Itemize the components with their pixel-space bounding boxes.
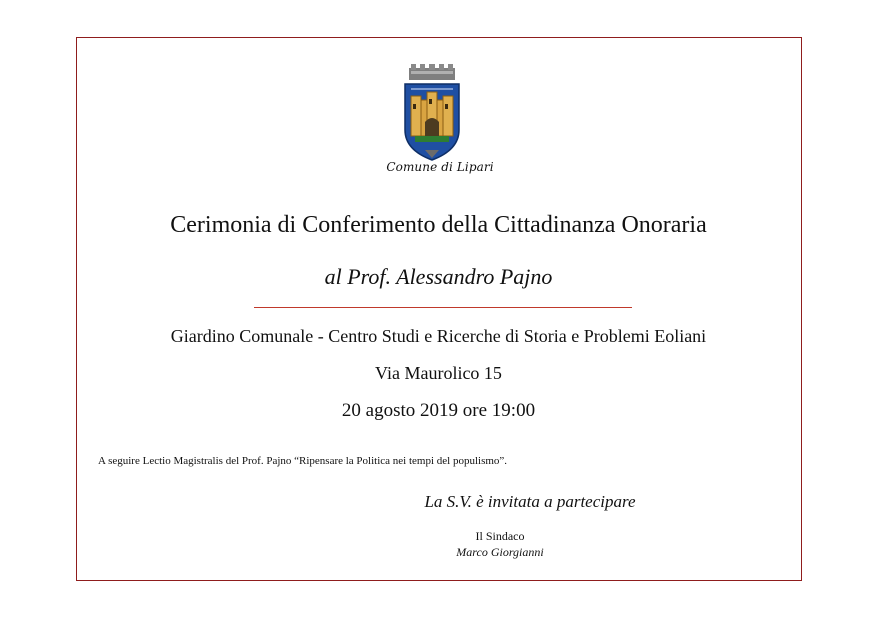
- invitation-line: La S.V. è invitata a partecipare: [424, 492, 636, 511]
- section-divider: [254, 307, 632, 308]
- date-time-line: 20 agosto 2019 ore 19:00: [341, 400, 536, 421]
- lecture-note: A seguire Lectio Magistralis del Prof. Pajno “Ripensare la Politica nei tempi del populismo”.: [98, 455, 508, 467]
- comune-label: Comune di Lipari: [386, 160, 494, 174]
- ceremony-title: Cerimonia di Conferimento della Cittadinanza Onoraria: [170, 212, 707, 238]
- venue-line: Giardino Comunale - Centro Studi e Ricerche di Storia e Problemi Eoliani: [170, 326, 707, 346]
- signature-name: Marco Giorgianni: [456, 545, 544, 559]
- municipal-crest-icon: [401, 64, 463, 164]
- castle: [411, 92, 453, 142]
- honoree-name: al Prof. Alessandro Pajno: [324, 264, 553, 289]
- crown: [409, 64, 455, 80]
- signature-role: Il Sindaco: [475, 529, 525, 543]
- address-line: Via Maurolico 15: [375, 363, 502, 383]
